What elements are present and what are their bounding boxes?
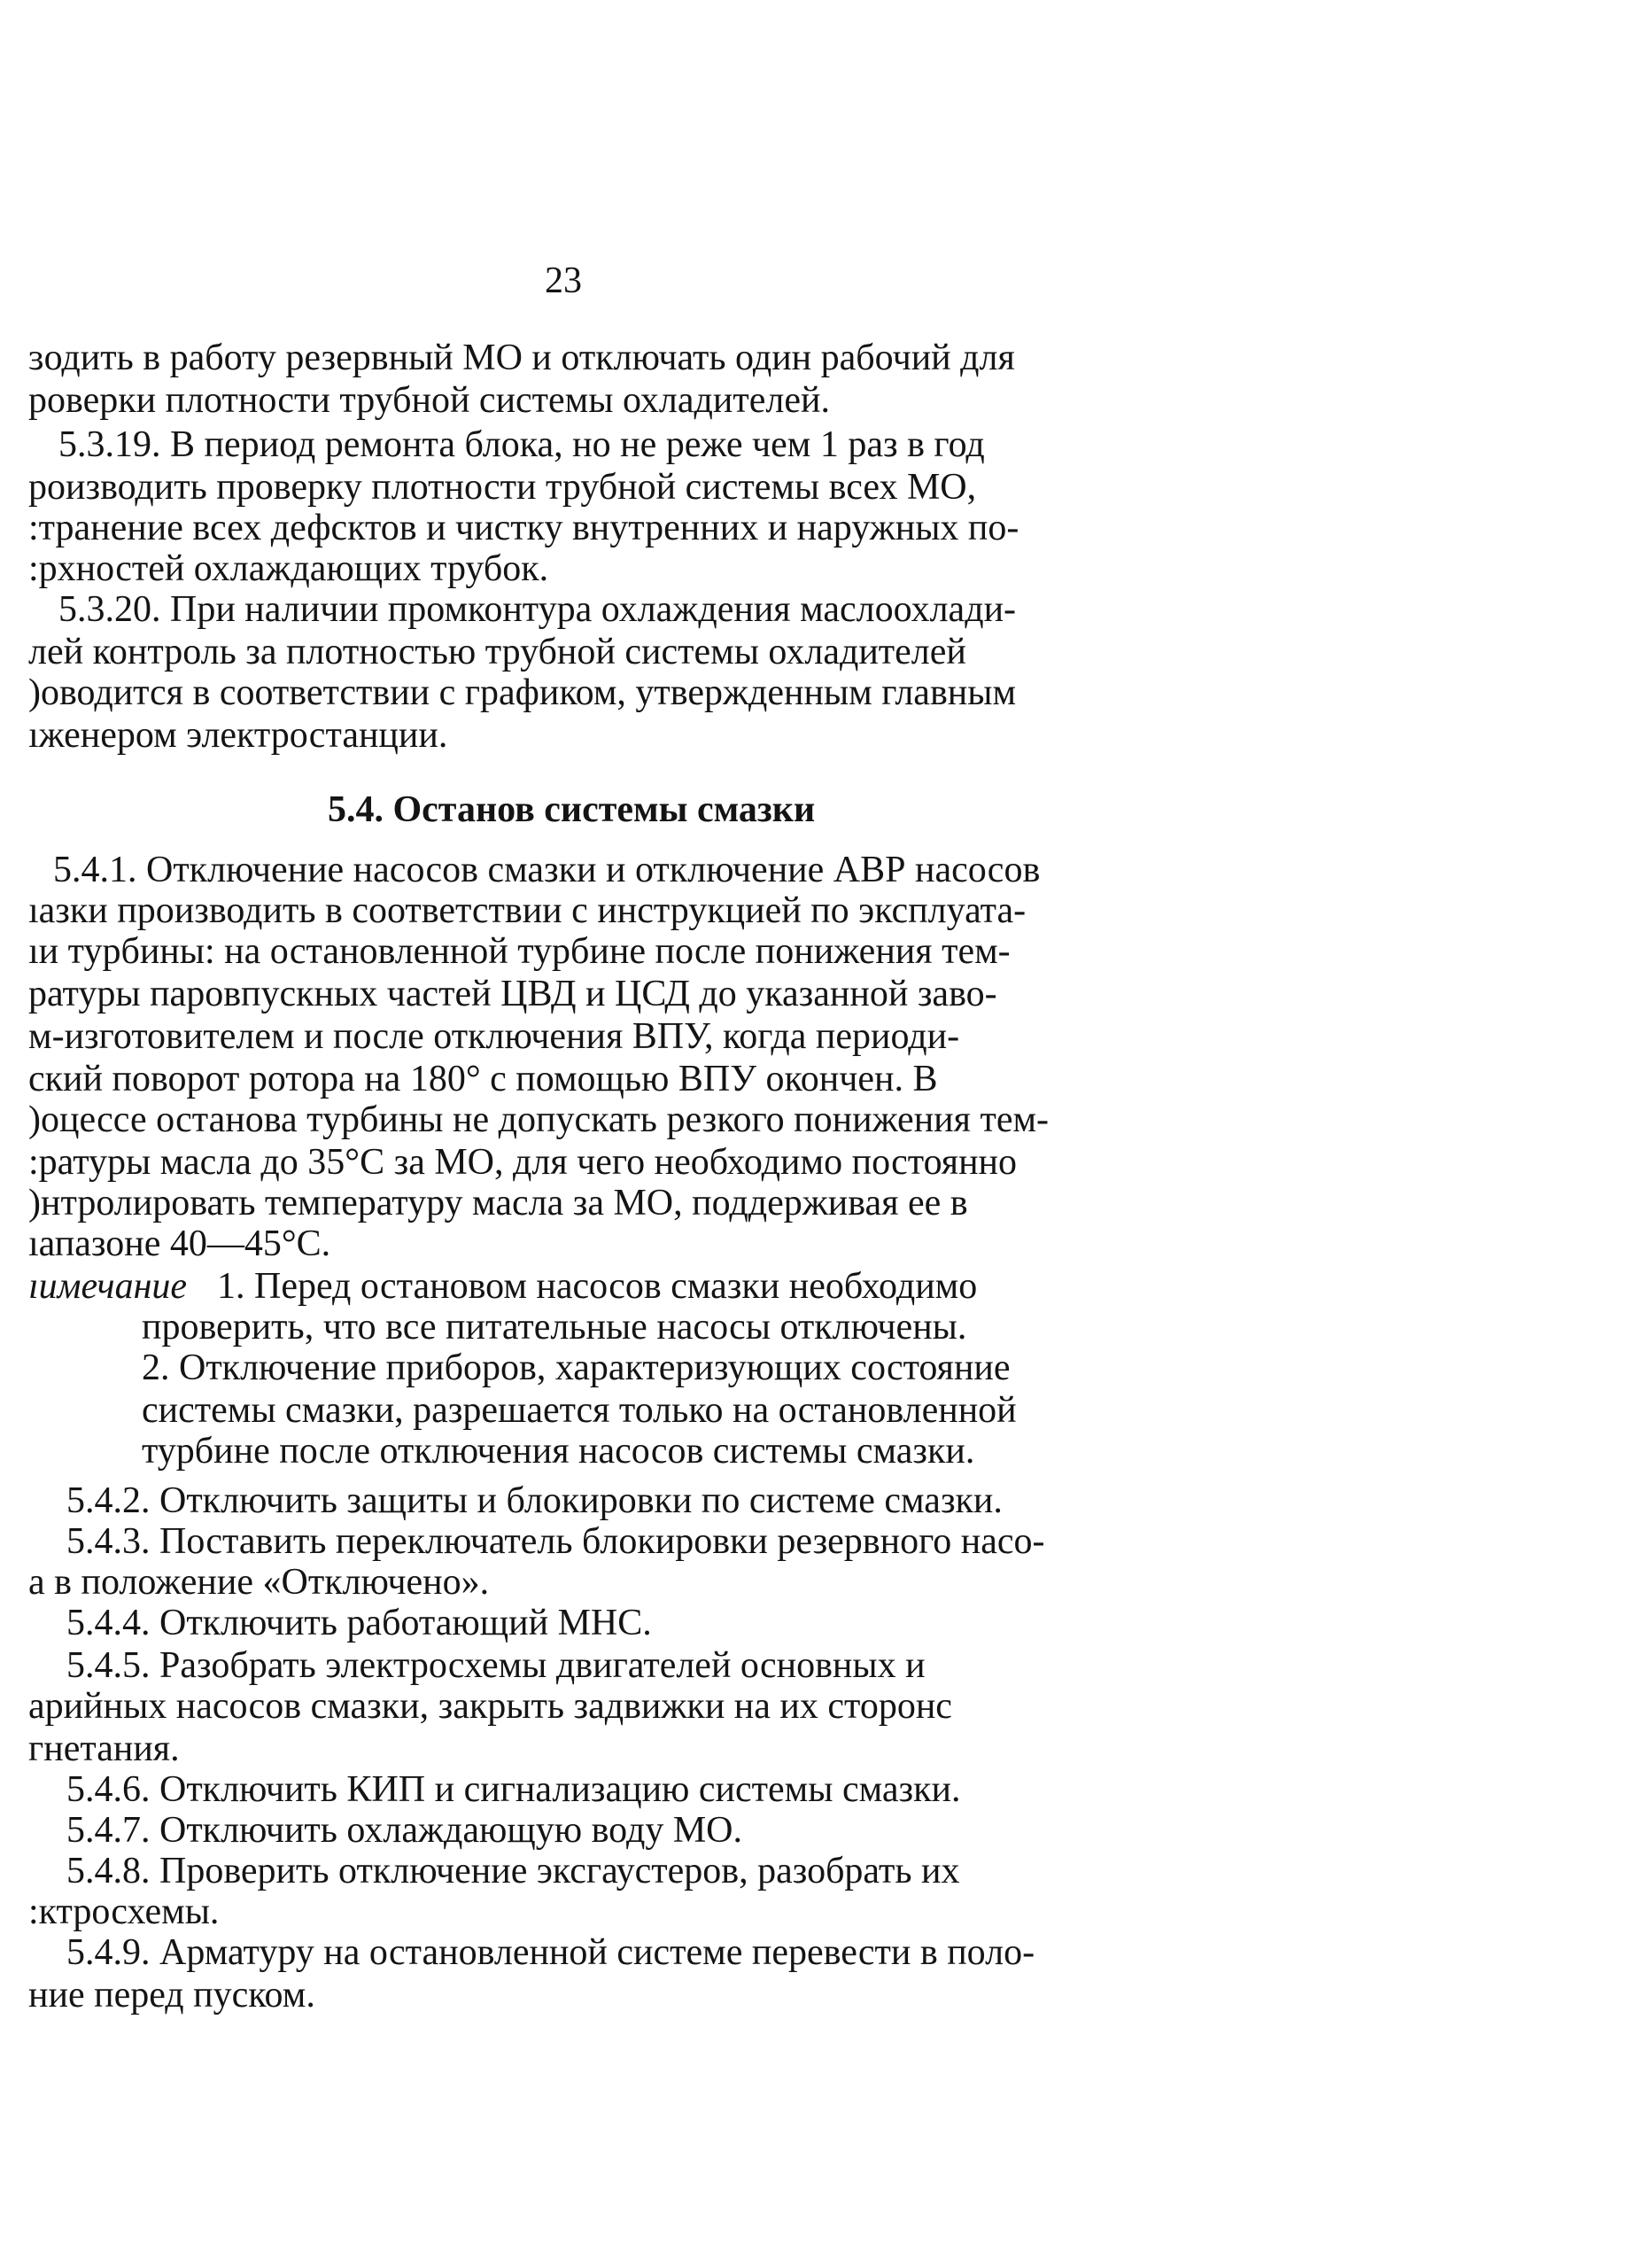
text-line: ıженером электростанции. [28, 715, 448, 756]
text-line: :транение всех дефсктов и чистку внутренних и наружных по- [28, 508, 1019, 548]
text-line: ɜодить в работу резервный МО и отключать один рабочий для [28, 338, 1015, 378]
text-line: м-изготовителем и после отключения ВПУ, когда периоди- [28, 1016, 960, 1057]
text-line: ıазки производить в соответствии с инструкцией по эксплуата- [28, 890, 1027, 931]
note-line: 1. Перед остановом насосов смазки необходимо [217, 1266, 978, 1307]
text-line: 5.4.3. Поставить переключатель блокировки резервного насо- [66, 1521, 1045, 1562]
text-line: ıи турбины: на остановленной турбине после понижения тем- [28, 931, 1011, 972]
text-line: гнетания. [28, 1728, 180, 1769]
text-line: ıапазоне 40—45°С. [28, 1223, 331, 1264]
page-number: 23 [545, 260, 582, 301]
text-line: 5.4.7. Отключить охлаждающую воду МО. [66, 1810, 742, 1851]
text-line: 5.4.9. Арматуру на остановленной системе перевести в поло- [66, 1932, 1035, 1973]
text-line: а в положение «Отключено». [28, 1562, 490, 1603]
text-line: )нтролировать температуру масла за МО, поддерживая ее в [28, 1183, 968, 1223]
text-line: 5.4.6. Отключить КИП и сигнализацию системы смазки. [66, 1769, 961, 1810]
text-line: )оводится в соответствии с графиком, утвержденным главным [28, 672, 1017, 713]
note-line: системы смазки, разрешается только на остановленной [142, 1390, 1017, 1431]
text-line: 5.3.20. При наличии промконтура охлаждения маслоохлади- [58, 589, 1017, 630]
text-line: роизводить проверку плотности трубной системы всех МО, [28, 467, 977, 508]
text-line: лей контроль за плотностью трубной системы охладителей [28, 632, 966, 672]
text-line: 5.4.5. Разобрать электросхемы двигателей основных и [66, 1645, 926, 1686]
text-line: 5.4.2. Отключить защиты и блокировки по системе смазки. [66, 1480, 1003, 1521]
section-heading: 5.4. Останов системы смазки [328, 789, 816, 830]
note-line: 2. Отключение приборов, характеризующих состояние [142, 1348, 1011, 1388]
note-line: турбине после отключения насосов системы смазки. [142, 1431, 975, 1472]
text-line: 5.4.1. Отключение насосов смазки и отключение АВР насосов [53, 850, 1041, 890]
text-line: 5.4.4. Отключить работающий МНС. [66, 1603, 652, 1643]
text-line: роверки плотности трубной системы охладителей. [28, 380, 830, 421]
text-line: арийных насосов смазки, закрыть задвижки на их сторонс [28, 1686, 952, 1727]
text-line: :ктросхемы. [28, 1891, 220, 1932]
text-line: ратуры паровпускных частей ЦВД и ЦСД до указанной заво- [28, 974, 997, 1014]
text-line: 5.3.19. В период ремонта блока, но не реже чем 1 раз в год [58, 424, 985, 465]
text-line: 5.4.8. Проверить отключение эксгаустеров, разобрать их [66, 1851, 960, 1891]
text-line: :ратуры масла до 35°С за МО, для чего необходимо постоянно [28, 1142, 1018, 1183]
note-label: ıимечание [28, 1266, 188, 1307]
note-line: проверить, что все питательные насосы отключены. [142, 1307, 967, 1348]
text-line: )оцессе останова турбины не допускать резкого понижения тем- [28, 1099, 1050, 1140]
text-line: ский поворот ротора на 180° с помощью ВПУ окончен. В [28, 1059, 938, 1099]
text-line: :рхностей охлаждающих трубок. [28, 548, 549, 589]
text-line: ние перед пуском. [28, 1975, 315, 2016]
